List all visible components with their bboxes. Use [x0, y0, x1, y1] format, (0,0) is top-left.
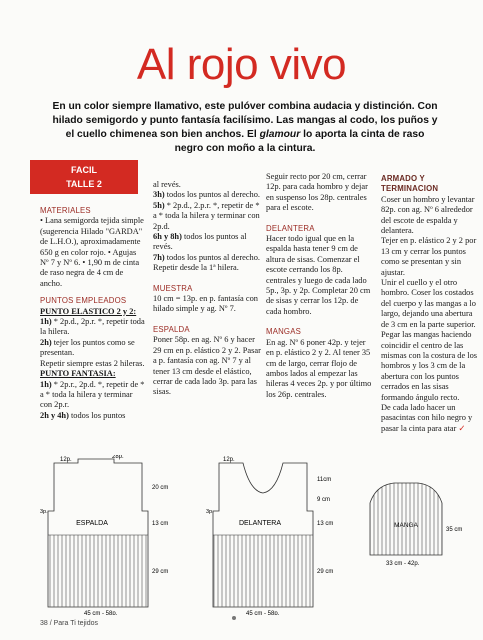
fancy-row-5-label: 5h): [153, 200, 165, 210]
sleeve-width-label: 33 cm - 42p.: [386, 561, 420, 567]
sleeve-label: MANGA: [394, 522, 418, 529]
front-rib: [213, 535, 313, 607]
back-width-label: 45 cm - 58p.: [84, 611, 118, 615]
size-label: TALLE 2: [66, 179, 102, 189]
stitches-heading: PUNTOS EMPLEADOS: [40, 296, 127, 306]
rib-row-1: [40, 317, 146, 338]
finishing-step-4: Pegar las mangas haciendo coincidir el centro de las mismas con la costura de los hombros y los 3 cm de la abertura con los puntos cerrados en las sisas formando ángulo recto.: [381, 330, 478, 402]
back-top-label: 28p.: [112, 455, 124, 460]
sleeves-heading: MANGAS: [266, 327, 301, 337]
front-text: Hacer todo igual que en la espalda hasta tener 9 cm de altura de sisas. Comenzar el escote cerrando los 8p. centrales y luego de cada lado 5p., 3p. y 2p. Completar 20 cm de sisas y cerrar los 12p. de cada hombro.: [266, 234, 371, 316]
fancy-row-6-8-text: todos los puntos al revés.: [153, 232, 247, 252]
check-icon: ✓: [458, 423, 466, 433]
fancy-row-5: [153, 201, 261, 232]
fancy-row-5-text: * 2p.d., 2.p.r. *, repetir de * a * toda la hilera y terminar con 2p.d.: [153, 200, 260, 231]
fancy-row-6-8-label: 6h y 8h): [153, 232, 182, 242]
front-rib-label: 29 cm: [317, 569, 334, 575]
front-body-label: 13 cm: [317, 521, 334, 527]
intro-part-1: En un color siempre llamativo, este pulóver combina audacia y distinción. Con hilado semigordo y punto fantasía facilísimo. Las mangas al codo, los puños y el cuello chimenea son bien anchos. El: [52, 101, 438, 140]
finishing-step-5: [381, 403, 479, 434]
pattern-diagrams: [40, 455, 470, 615]
fancy-row-3-text: todos los puntos al derecho.: [164, 190, 261, 200]
page-dot: [232, 616, 236, 620]
fancy-row-3: [153, 190, 261, 200]
front-side-label: 3p.: [206, 509, 214, 515]
back-text: Poner 58p. en ag. Nº 6 y hacer 29 cm en p. elástico 2 y 2. Pasar a p. fantasía con ag. Nº 7 y al tener 13 cm desde el elástico, cerrar de cada lado 3p. para las sisas.: [153, 335, 261, 397]
sleeves-text: En ag. Nº 6 poner 42p. y tejer en p. elástico 2 y 2. Al tener 35 cm de largo, cerrar flojo de ambos lados al empezar las hileras 4 veces 2p. y por último los 26p. centrales.: [266, 337, 372, 399]
sleeve-height-label: 35 cm: [446, 527, 463, 533]
fancy-stitch-heading: PUNTO FANTASIA:: [40, 369, 116, 379]
back-rib: [48, 535, 148, 607]
back-rib-label: 29 cm: [152, 569, 169, 575]
front-neck-label: 11cm: [317, 477, 332, 483]
fancy-row-2-4-label: 2h y 4h): [40, 410, 69, 420]
fancy-cont: al revés.: [153, 180, 181, 189]
rib-row-1-label: 1h): [40, 317, 52, 327]
fancy-row-6-8: [153, 232, 261, 253]
intro-text: [50, 100, 440, 156]
front-sisa-label: 9 cm: [317, 497, 331, 503]
fancy-row-7: [153, 253, 261, 263]
fancy-repeat: Repetir desde la 1ª hilera.: [153, 263, 239, 273]
intro-emphasis: glamour: [259, 129, 301, 140]
difficulty-label: FACIL: [71, 165, 97, 175]
rib-repeat: Repetir siempre estas 2 hileras.: [40, 358, 145, 368]
finishing-heading: ARMADO Y TERMINACION: [381, 174, 439, 194]
sleeve-diagram: [370, 483, 462, 567]
back-diagram: [40, 455, 168, 615]
finishing-step-5-text: De cada lado hacer un pasacintas con hilo negro y pasar la cinta para atar: [381, 402, 473, 433]
gauge-heading: MUESTRA: [153, 283, 193, 293]
back-shoulder-label: 12p.: [60, 457, 72, 463]
front-label: DELANTERA: [238, 520, 282, 527]
front-heading: DELANTERA: [266, 223, 315, 233]
materials-text: • Lana semigorda tejida simple (sugerencia Hilado "GARDA" de L.H.O.), aproximadamente 650 g en color rojo. • Agujas Nº 7 y Nº 6. • 1,90 m de cinta de raso negra de 4 cm de ancho.: [40, 216, 144, 288]
fancy-row-7-label: 7h): [153, 252, 165, 262]
difficulty-badge: [30, 160, 138, 194]
front-diagram: [206, 457, 333, 615]
rib-row-2: [40, 338, 146, 359]
back-text-cont: Seguir recto por 20 cm, cerrar 12p. para cada hombro y dejar en suspenso los 28p. centrales para el escote.: [266, 172, 368, 213]
column-1: [40, 200, 146, 421]
finishing-step-2: Tejer en p. elástico 2 y 2 por 13 cm y cerrar los puntos como se presentan y sin ajustar.: [381, 236, 477, 277]
fancy-row-1: [40, 380, 146, 411]
sleeve-outline: [370, 483, 442, 555]
rib-row-2-text: tejer los puntos como se presentan.: [40, 337, 135, 358]
back-label: ESPALDA: [76, 520, 108, 527]
back-side-label: 3p.: [40, 509, 48, 515]
fancy-row-1-text: * 2p.r., 2p.d. *, repetir de * a * toda la hilera y terminar con 2p.r.: [40, 379, 145, 410]
finishing-step-3: Unir el cuello y el otro hombro. Coser los costados del cuerpo y las mangas a lo largo, dejando una abertura de 3 cm en la parte superior.: [381, 278, 476, 329]
fancy-row-1-label: 1h): [40, 379, 52, 389]
rib-stitch-heading: PUNTO ELASTICO 2 y 2:: [40, 306, 137, 316]
column-2: [153, 180, 261, 398]
column-3: [266, 172, 374, 400]
back-body-label: 13 cm: [152, 521, 169, 527]
rib-row-2-label: 2h): [40, 337, 52, 347]
back-sisa-label: 20 cm: [152, 485, 169, 491]
intro-part-2: lo aporta la cinta de raso negro con moño a la cintura.: [174, 129, 425, 154]
fancy-row-2-4: [40, 411, 146, 421]
fancy-row-2-4-text: todos los puntos: [68, 410, 126, 420]
page-footer: 38 / Para Ti tejidos: [40, 620, 98, 627]
column-4: [381, 168, 479, 434]
materials-heading: MATERIALES: [40, 206, 91, 215]
rib-row-1-text: * 2p.d., 2p.r. *, repetir toda la hilera.: [40, 317, 145, 337]
fancy-row-7-text: todos los puntos al derecho.: [164, 252, 261, 262]
gauge-text: 10 cm = 13p. en p. fantasía con hilado simple y ag. Nº 7.: [153, 294, 258, 314]
front-width-label: 45 cm - 58p.: [246, 611, 280, 615]
front-shoulder-label: 12p.: [223, 457, 235, 463]
finishing-step-1: Coser un hombro y levantar 82p. con ag. Nº 6 alrededor del escote de espalda y delantera.: [381, 194, 475, 236]
fancy-row-3-label: 3h): [153, 190, 165, 200]
back-heading: ESPALDA: [153, 324, 190, 334]
page-title: Al rojo vivo: [136, 40, 347, 89]
